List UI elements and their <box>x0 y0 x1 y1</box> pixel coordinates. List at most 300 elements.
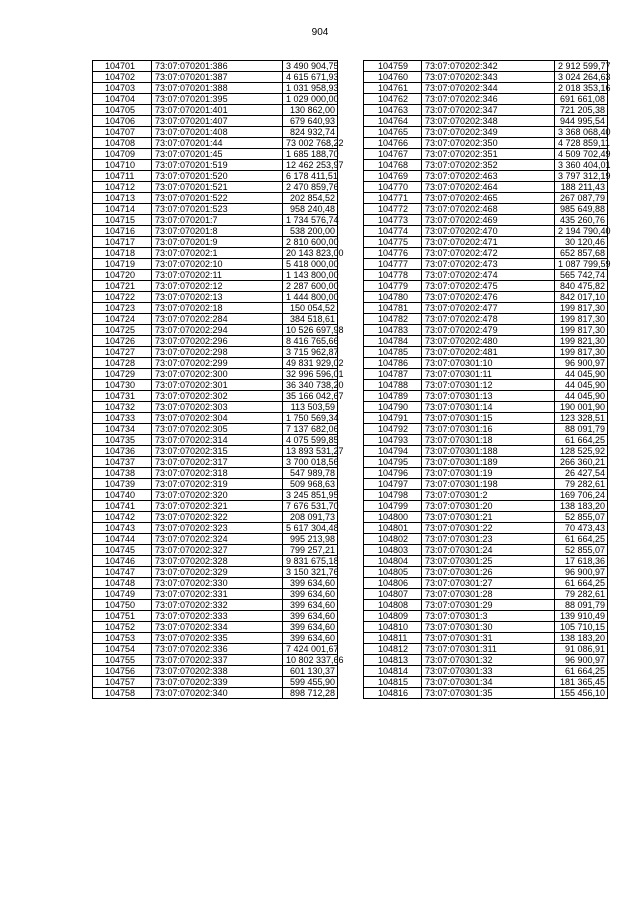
table-row <box>364 347 608 358</box>
table-row <box>364 237 608 248</box>
table-row <box>93 314 338 325</box>
cadastral-value-cell: 599 455,90 <box>283 677 338 688</box>
cadastral-number-cell: 73:07:070202:334 <box>152 622 283 633</box>
row-number-cell: 104796 <box>364 468 422 479</box>
cadastral-value-cell: 601 130,37 <box>283 666 338 677</box>
row-number-cell: 104793 <box>364 435 422 446</box>
cadastral-value-cell: 840 475,82 <box>555 281 608 292</box>
row-number-cell: 104777 <box>364 259 422 270</box>
cadastral-number-cell: 73:07:070301:23 <box>422 534 555 545</box>
cadastral-value-cell: 79 282,61 <box>555 589 608 600</box>
cadastral-value-cell: 199 817,30 <box>555 303 608 314</box>
table-row <box>364 534 608 545</box>
cadastral-value-cell: 547 989,78 <box>283 468 338 479</box>
row-number-cell: 104786 <box>364 358 422 369</box>
cadastral-value-cell: 199 817,30 <box>555 314 608 325</box>
cadastral-value-cell: 12 462 253,97 <box>283 160 338 171</box>
table-row <box>93 369 338 380</box>
cadastral-value-cell: 44 045,90 <box>555 391 608 402</box>
cadastral-number-cell: 73:07:070301:31 <box>422 633 555 644</box>
cadastral-number-cell: 73:07:070202:347 <box>422 105 555 116</box>
cadastral-value-cell: 32 996 596,01 <box>283 369 338 380</box>
cadastral-number-cell: 73:07:070202:468 <box>422 204 555 215</box>
row-number-cell: 104755 <box>93 655 152 666</box>
cadastral-number-cell: 73:07:070301:15 <box>422 413 555 424</box>
cadastral-value-cell: 138 183,20 <box>555 633 608 644</box>
cadastral-value-cell: 5 418 000,00 <box>283 259 338 270</box>
cadastral-number-cell: 73:07:070202:350 <box>422 138 555 149</box>
cadastral-value-cell: 70 473,43 <box>555 523 608 534</box>
table-row <box>93 292 338 303</box>
cadastral-number-cell: 73:07:070301:25 <box>422 556 555 567</box>
cadastral-value-cell: 2 810 600,00 <box>283 237 338 248</box>
cadastral-value-cell: 169 706,24 <box>555 490 608 501</box>
table-row <box>93 413 338 424</box>
cadastral-value-cell: 3 245 851,95 <box>283 490 338 501</box>
row-number-cell: 104742 <box>93 512 152 523</box>
table-row <box>93 72 338 83</box>
table-row <box>364 589 608 600</box>
cadastral-number-cell: 73:07:070201:401 <box>152 105 283 116</box>
table-row <box>93 633 338 644</box>
cadastral-value-cell: 509 968,63 <box>283 479 338 490</box>
cadastral-value-cell: 188 211,43 <box>555 182 608 193</box>
cadastral-number-cell: 73:07:070202:335 <box>152 633 283 644</box>
row-number-cell: 104725 <box>93 325 152 336</box>
data-table-left <box>92 60 344 699</box>
row-number-cell: 104721 <box>93 281 152 292</box>
cadastral-value-cell: 721 205,38 <box>555 105 608 116</box>
table-row <box>364 369 608 380</box>
cadastral-number-cell: 73:07:070301:14 <box>422 402 555 413</box>
cadastral-value-cell: 958 240,48 <box>283 204 338 215</box>
cadastral-value-cell: 399 634,60 <box>283 622 338 633</box>
cadastral-number-cell: 73:07:070202:315 <box>152 446 283 457</box>
table-row <box>93 336 338 347</box>
row-number-cell: 104766 <box>364 138 422 149</box>
cadastral-number-cell: 73:07:070202:11 <box>152 270 283 281</box>
table-row <box>93 138 338 149</box>
table-row <box>93 281 338 292</box>
cadastral-number-cell: 73:07:070202:337 <box>152 655 283 666</box>
row-number-cell: 104705 <box>93 105 152 116</box>
row-number-cell: 104720 <box>93 270 152 281</box>
table-row <box>93 83 338 94</box>
cadastral-number-cell: 73:07:070202:349 <box>422 127 555 138</box>
row-number-cell: 104707 <box>93 127 152 138</box>
cadastral-value-cell: 944 995,54 <box>555 116 608 127</box>
cadastral-number-cell: 73:07:070202:301 <box>152 380 283 391</box>
cadastral-number-cell: 73:07:070202:18 <box>152 303 283 314</box>
cadastral-value-cell: 3 700 018,56 <box>283 457 338 468</box>
table-row <box>93 677 338 688</box>
row-number-cell: 104792 <box>364 424 422 435</box>
cadastral-number-cell: 73:07:070301:16 <box>422 424 555 435</box>
table-row <box>364 171 608 182</box>
row-number-cell: 104811 <box>364 633 422 644</box>
cadastral-number-cell: 73:07:070202:348 <box>422 116 555 127</box>
table-row <box>364 468 608 479</box>
row-number-cell: 104778 <box>364 270 422 281</box>
row-number-cell: 104776 <box>364 248 422 259</box>
table-row <box>93 468 338 479</box>
cadastral-value-cell: 1 750 569,34 <box>283 413 338 424</box>
cadastral-number-cell: 73:07:070202:473 <box>422 259 555 270</box>
cadastral-value-cell: 1 143 800,00 <box>283 270 338 281</box>
table-row <box>93 534 338 545</box>
row-number-cell: 104729 <box>93 369 152 380</box>
cadastral-value-cell: 61 664,25 <box>555 534 608 545</box>
table-row <box>93 600 338 611</box>
row-number-cell: 104752 <box>93 622 152 633</box>
cadastral-number-cell: 73:07:070202:333 <box>152 611 283 622</box>
row-number-cell: 104791 <box>364 413 422 424</box>
table-row <box>93 435 338 446</box>
table-row <box>364 611 608 622</box>
row-number-cell: 104741 <box>93 501 152 512</box>
cadastral-value-cell: 3 797 312,19 <box>555 171 608 182</box>
cadastral-number-cell: 73:07:070202:332 <box>152 600 283 611</box>
table-row <box>93 545 338 556</box>
row-number-cell: 104726 <box>93 336 152 347</box>
row-number-cell: 104735 <box>93 435 152 446</box>
data-table-right <box>363 60 611 699</box>
cadastral-number-cell: 73:07:070301:32 <box>422 655 555 666</box>
cadastral-number-cell: 73:07:070301:189 <box>422 457 555 468</box>
cadastral-value-cell: 4 615 671,93 <box>283 72 338 83</box>
cadastral-value-cell: 538 200,00 <box>283 226 338 237</box>
table-row <box>93 193 338 204</box>
table-row <box>364 578 608 589</box>
cadastral-number-cell: 73:07:070202:12 <box>152 281 283 292</box>
cadastral-number-cell: 73:07:070301:2 <box>422 490 555 501</box>
cadastral-value-cell: 399 634,60 <box>283 578 338 589</box>
table-row <box>93 171 338 182</box>
cadastral-number-cell: 73:07:070202:323 <box>152 523 283 534</box>
row-number-cell: 104754 <box>93 644 152 655</box>
row-number-cell: 104737 <box>93 457 152 468</box>
cadastral-value-cell: 399 634,60 <box>283 611 338 622</box>
cadastral-value-cell: 3 024 264,63 <box>555 72 608 83</box>
row-number-cell: 104711 <box>93 171 152 182</box>
cadastral-value-cell: 7 137 682,06 <box>283 424 338 435</box>
row-number-cell: 104769 <box>364 171 422 182</box>
row-number-cell: 104719 <box>93 259 152 270</box>
cadastral-value-cell: 2 287 600,00 <box>283 281 338 292</box>
row-number-cell: 104761 <box>364 83 422 94</box>
table-row <box>364 380 608 391</box>
table-row <box>364 61 608 72</box>
row-number-cell: 104785 <box>364 347 422 358</box>
cadastral-value-cell: 138 183,20 <box>555 501 608 512</box>
table-row <box>364 490 608 501</box>
row-number-cell: 104758 <box>93 688 152 699</box>
row-number-cell: 104812 <box>364 644 422 655</box>
cadastral-value-cell: 565 742,74 <box>555 270 608 281</box>
row-number-cell: 104794 <box>364 446 422 457</box>
row-number-cell: 104728 <box>93 358 152 369</box>
cadastral-value-cell: 3 150 321,76 <box>283 567 338 578</box>
row-number-cell: 104751 <box>93 611 152 622</box>
row-number-cell: 104750 <box>93 600 152 611</box>
cadastral-value-cell: 96 900,97 <box>555 358 608 369</box>
cadastral-value-cell: 199 821,30 <box>555 336 608 347</box>
table-row <box>93 490 338 501</box>
table-row <box>364 446 608 457</box>
cadastral-number-cell: 73:07:070202:469 <box>422 215 555 226</box>
cadastral-number-cell: 73:07:070202:300 <box>152 369 283 380</box>
cadastral-number-cell: 73:07:070201:45 <box>152 149 283 160</box>
table-row <box>93 589 338 600</box>
cadastral-value-cell: 1 031 958,93 <box>283 83 338 94</box>
table-row <box>364 138 608 149</box>
row-number-cell: 104765 <box>364 127 422 138</box>
cadastral-value-cell: 1 087 799,59 <box>555 259 608 270</box>
cadastral-number-cell: 73:07:070201:408 <box>152 127 283 138</box>
cadastral-value-cell: 36 340 738,20 <box>283 380 338 391</box>
row-number-cell: 104768 <box>364 160 422 171</box>
cadastral-value-cell: 113 503,59 <box>283 402 338 413</box>
row-number-cell: 104727 <box>93 347 152 358</box>
table-row <box>93 215 338 226</box>
cadastral-value-cell: 96 900,97 <box>555 655 608 666</box>
table-row <box>364 325 608 336</box>
table-row <box>93 446 338 457</box>
cadastral-number-cell: 73:07:070202:318 <box>152 468 283 479</box>
table-row <box>93 248 338 259</box>
cadastral-number-cell: 73:07:070301:19 <box>422 468 555 479</box>
cadastral-number-cell: 73:07:070202:331 <box>152 589 283 600</box>
table-row <box>93 457 338 468</box>
row-number-cell: 104739 <box>93 479 152 490</box>
cadastral-value-cell: 266 360,21 <box>555 457 608 468</box>
row-number-cell: 104718 <box>93 248 152 259</box>
cadastral-number-cell: 73:07:070202:340 <box>152 688 283 699</box>
table-row <box>93 655 338 666</box>
cadastral-number-cell: 73:07:070201:44 <box>152 138 283 149</box>
cadastral-value-cell: 88 091,79 <box>555 424 608 435</box>
cadastral-number-cell: 73:07:070202:474 <box>422 270 555 281</box>
cadastral-number-cell: 73:07:070301:311 <box>422 644 555 655</box>
row-number-cell: 104783 <box>364 325 422 336</box>
cadastral-value-cell: 128 525,92 <box>555 446 608 457</box>
cadastral-number-cell: 73:07:070301:24 <box>422 545 555 556</box>
row-number-cell: 104748 <box>93 578 152 589</box>
cadastral-number-cell: 73:07:070201:9 <box>152 237 283 248</box>
cadastral-number-cell: 73:07:070202:471 <box>422 237 555 248</box>
table-row <box>364 292 608 303</box>
row-number-cell: 104772 <box>364 204 422 215</box>
table-row <box>93 237 338 248</box>
cadastral-value-cell: 44 045,90 <box>555 380 608 391</box>
row-number-cell: 104723 <box>93 303 152 314</box>
row-number-cell: 104763 <box>364 105 422 116</box>
cadastral-value-cell: 5 617 304,48 <box>283 523 338 534</box>
cadastral-number-cell: 73:07:070202:476 <box>422 292 555 303</box>
row-number-cell: 104788 <box>364 380 422 391</box>
cadastral-value-cell: 52 855,07 <box>555 545 608 556</box>
cadastral-value-cell: 199 817,30 <box>555 325 608 336</box>
cadastral-value-cell: 91 086,91 <box>555 644 608 655</box>
cadastral-number-cell: 73:07:070202:352 <box>422 160 555 171</box>
cadastral-value-cell: 150 054,52 <box>283 303 338 314</box>
cadastral-number-cell: 73:07:070301:29 <box>422 600 555 611</box>
cadastral-number-cell: 73:07:070301:18 <box>422 435 555 446</box>
row-number-cell: 104802 <box>364 534 422 545</box>
cadastral-number-cell: 73:07:070202:320 <box>152 490 283 501</box>
cadastral-number-cell: 73:07:070202:305 <box>152 424 283 435</box>
table-row <box>364 655 608 666</box>
cadastral-value-cell: 9 831 675,18 <box>283 556 338 567</box>
row-number-cell: 104804 <box>364 556 422 567</box>
cadastral-number-cell: 73:07:070202:338 <box>152 666 283 677</box>
cadastral-value-cell: 6 178 411,51 <box>283 171 338 182</box>
table-row <box>93 556 338 567</box>
table-row <box>364 402 608 413</box>
cadastral-value-cell: 3 490 904,75 <box>283 61 338 72</box>
cadastral-value-cell: 4 728 859,11 <box>555 138 608 149</box>
table-row <box>93 105 338 116</box>
table-row <box>364 72 608 83</box>
row-number-cell: 104810 <box>364 622 422 633</box>
row-number-cell: 104798 <box>364 490 422 501</box>
row-number-cell: 104789 <box>364 391 422 402</box>
cadastral-number-cell: 73:07:070301:30 <box>422 622 555 633</box>
table-row <box>364 677 608 688</box>
row-number-cell: 104790 <box>364 402 422 413</box>
cadastral-value-cell: 199 817,30 <box>555 347 608 358</box>
cadastral-value-cell: 96 900,97 <box>555 567 608 578</box>
table-row <box>93 479 338 490</box>
cadastral-number-cell: 73:07:070301:12 <box>422 380 555 391</box>
cadastral-value-cell: 995 213,98 <box>283 534 338 545</box>
cadastral-number-cell: 73:07:070202:327 <box>152 545 283 556</box>
cadastral-value-cell: 3 360 404,01 <box>555 160 608 171</box>
row-number-cell: 104762 <box>364 94 422 105</box>
cadastral-number-cell: 73:07:070201:407 <box>152 116 283 127</box>
cadastral-value-cell: 898 712,28 <box>283 688 338 699</box>
cadastral-number-cell: 73:07:070202:314 <box>152 435 283 446</box>
cadastral-value-cell: 17 618,36 <box>555 556 608 567</box>
table-row <box>364 479 608 490</box>
table-row <box>93 644 338 655</box>
row-number-cell: 104734 <box>93 424 152 435</box>
cadastral-number-cell: 73:07:070202:464 <box>422 182 555 193</box>
table-row <box>364 127 608 138</box>
cadastral-value-cell: 49 831 929,02 <box>283 358 338 369</box>
table-row <box>364 523 608 534</box>
row-number-cell: 104749 <box>93 589 152 600</box>
table-row <box>364 633 608 644</box>
cadastral-number-cell: 73:07:070202:329 <box>152 567 283 578</box>
cadastral-value-cell: 208 091,73 <box>283 512 338 523</box>
cadastral-number-cell: 73:07:070201:395 <box>152 94 283 105</box>
cadastral-number-cell: 73:07:070201:387 <box>152 72 283 83</box>
row-number-cell: 104740 <box>93 490 152 501</box>
row-number-cell: 104801 <box>364 523 422 534</box>
cadastral-value-cell: 1 029 000,00 <box>283 94 338 105</box>
table-row <box>364 391 608 402</box>
cadastral-number-cell: 73:07:070202:351 <box>422 149 555 160</box>
row-number-cell: 104757 <box>93 677 152 688</box>
cadastral-number-cell: 73:07:070202:328 <box>152 556 283 567</box>
cadastral-number-cell: 73:07:070201:7 <box>152 215 283 226</box>
row-number-cell: 104797 <box>364 479 422 490</box>
table-row <box>93 391 338 402</box>
row-number-cell: 104710 <box>93 160 152 171</box>
cadastral-number-cell: 73:07:070301:13 <box>422 391 555 402</box>
cadastral-number-cell: 73:07:070301:198 <box>422 479 555 490</box>
cadastral-number-cell: 73:07:070301:26 <box>422 567 555 578</box>
row-number-cell: 104717 <box>93 237 152 248</box>
cadastral-value-cell: 44 045,90 <box>555 369 608 380</box>
table-row <box>364 336 608 347</box>
table-row <box>364 567 608 578</box>
cadastral-value-cell: 691 661,08 <box>555 94 608 105</box>
row-number-cell: 104784 <box>364 336 422 347</box>
cadastral-value-cell: 202 854,52 <box>283 193 338 204</box>
row-number-cell: 104746 <box>93 556 152 567</box>
table-row <box>93 160 338 171</box>
table-row <box>364 424 608 435</box>
table-row <box>364 182 608 193</box>
row-number-cell: 104767 <box>364 149 422 160</box>
row-number-cell: 104709 <box>93 149 152 160</box>
cadastral-number-cell: 73:07:070202:296 <box>152 336 283 347</box>
row-number-cell: 104759 <box>364 61 422 72</box>
cadastral-number-cell: 73:07:070202:479 <box>422 325 555 336</box>
cadastral-value-cell: 2 470 859,76 <box>283 182 338 193</box>
table-row <box>364 149 608 160</box>
row-number-cell: 104715 <box>93 215 152 226</box>
table-row <box>93 61 338 72</box>
cadastral-value-cell: 4 075 599,85 <box>283 435 338 446</box>
row-number-cell: 104782 <box>364 314 422 325</box>
cadastral-value-cell: 10 802 337,66 <box>283 655 338 666</box>
table-row <box>364 600 608 611</box>
table-row <box>93 270 338 281</box>
table-row <box>93 325 338 336</box>
table-row <box>364 259 608 270</box>
cadastral-number-cell: 73:07:070202:322 <box>152 512 283 523</box>
cadastral-value-cell: 123 328,51 <box>555 413 608 424</box>
row-number-cell: 104722 <box>93 292 152 303</box>
table-row <box>93 666 338 677</box>
row-number-cell: 104702 <box>93 72 152 83</box>
cadastral-number-cell: 73:07:070202:343 <box>422 72 555 83</box>
cadastral-value-cell: 73 002 768,22 <box>283 138 338 149</box>
cadastral-value-cell: 181 365,45 <box>555 677 608 688</box>
cadastral-value-cell: 679 640,93 <box>283 116 338 127</box>
row-number-cell: 104701 <box>93 61 152 72</box>
cadastral-value-cell: 61 664,25 <box>555 578 608 589</box>
table-row <box>364 281 608 292</box>
table-row <box>364 413 608 424</box>
cadastral-value-cell: 30 120,46 <box>555 237 608 248</box>
row-number-cell: 104808 <box>364 600 422 611</box>
cadastral-number-cell: 73:07:070202:465 <box>422 193 555 204</box>
cadastral-number-cell: 73:07:070301:35 <box>422 688 555 699</box>
cadastral-number-cell: 73:07:070301:20 <box>422 501 555 512</box>
cadastral-value-cell: 139 910,49 <box>555 611 608 622</box>
table-row <box>364 226 608 237</box>
cadastral-value-cell: 61 664,25 <box>555 435 608 446</box>
table-row <box>93 424 338 435</box>
cadastral-number-cell: 73:07:070301:188 <box>422 446 555 457</box>
cadastral-number-cell: 73:07:070201:519 <box>152 160 283 171</box>
row-number-cell: 104731 <box>93 391 152 402</box>
cadastral-number-cell: 73:07:070202:472 <box>422 248 555 259</box>
